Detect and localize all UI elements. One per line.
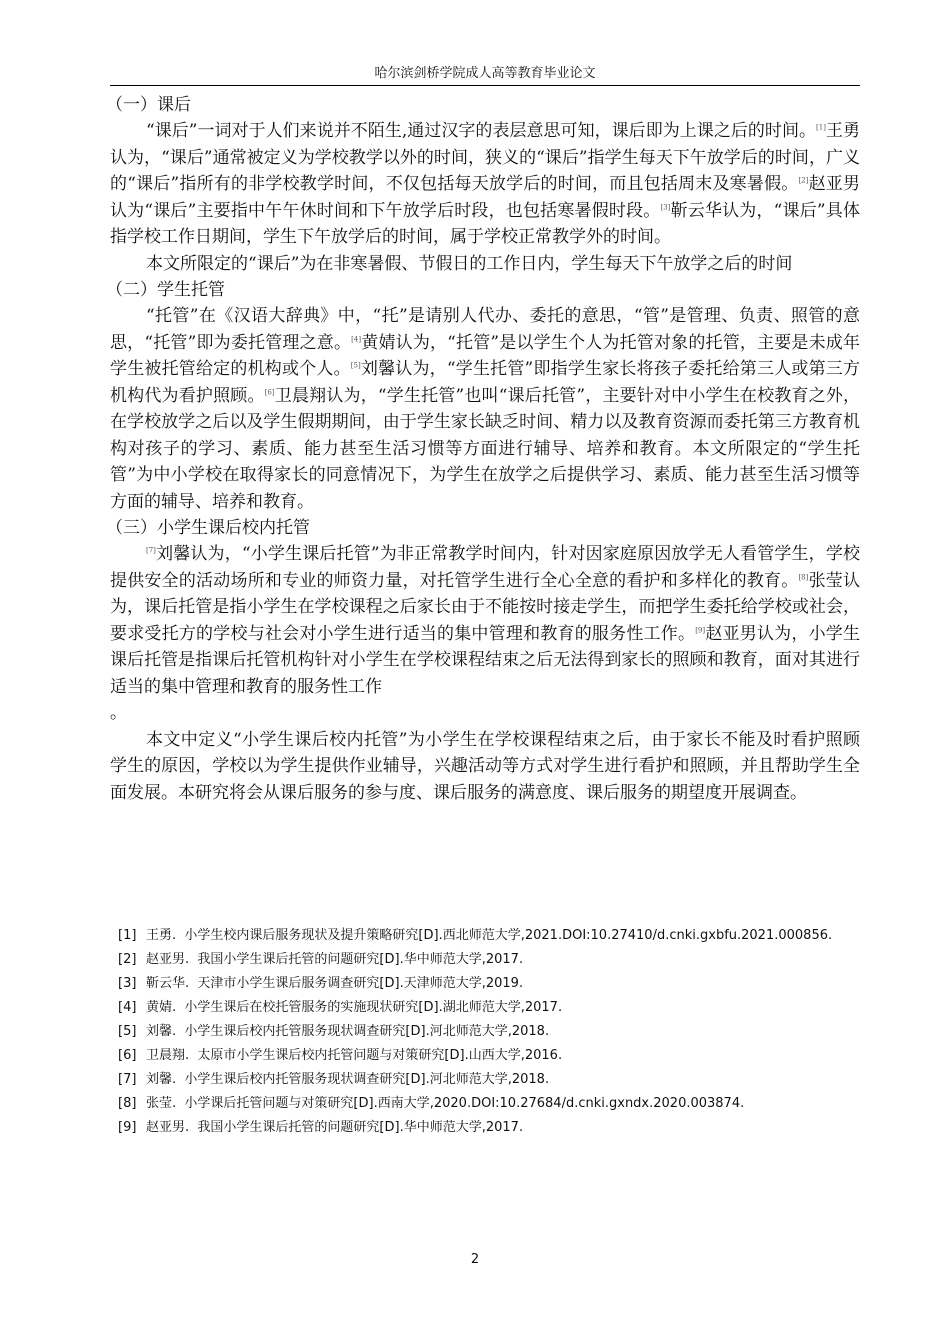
reference-title: 我国小学生课后托管的问题研究	[197, 1120, 380, 1135]
citation-4: [4]	[351, 334, 362, 343]
s3-p1-text-d: 。	[110, 703, 127, 723]
reference-type: [D].	[379, 952, 404, 967]
reference-title: 小学课后托管问题与对策研究	[184, 1096, 354, 1111]
reference-source: 西南大学	[377, 1096, 430, 1111]
reference-type: [D].	[418, 1000, 443, 1015]
reference-number: [3]	[118, 976, 137, 991]
s1-p1-text-d: 靳云华认为，“课后”具体指学校工作日期间，学生下午放学后的时间，属于学校正常教学外的时间。	[110, 200, 860, 247]
citation-1: [1]	[816, 123, 826, 132]
page-number: 2	[470, 1252, 480, 1267]
reference-title: 小学生校内课后服务现状及提升策略研究	[184, 928, 419, 943]
section-1-paragraph-1	[110, 118, 860, 251]
s1-p1-text-c: 赵亚男认为“课后”主要指中午午休时间和下午放学后时段，也包括寒暑假时段。	[110, 174, 860, 221]
section-heading-3: （三）小学生课后校内托管	[106, 518, 310, 538]
reference-number: [6]	[118, 1048, 137, 1063]
citation-9: [9]	[695, 625, 706, 634]
reference-item	[118, 972, 868, 996]
citation-6: [6]	[264, 387, 275, 396]
reference-number: [7]	[118, 1072, 137, 1087]
reference-item	[118, 1116, 868, 1140]
reference-author: 赵亚男.	[146, 1120, 190, 1135]
citation-8: [8]	[798, 572, 809, 581]
reference-source: 华中师范大学	[403, 1120, 482, 1135]
citation-2: [2]	[798, 176, 809, 185]
reference-details: ,2018.	[507, 1072, 550, 1087]
reference-type: [D].	[444, 1048, 469, 1063]
reference-list	[118, 924, 868, 1140]
reference-item	[118, 1020, 868, 1044]
reference-number: [9]	[118, 1120, 137, 1135]
reference-details: ,2019.	[481, 976, 524, 991]
reference-title: 小学生课后校内托管服务现状调查研究	[184, 1072, 406, 1087]
section-1-paragraph-2: 本文所限定的“课后”为在非寒暑假、节假日的工作日内，学生每天下午放学之后的时间	[146, 253, 793, 274]
reference-item	[118, 1044, 868, 1068]
reference-title: 太原市小学生课后校内托管问题与对策研究	[197, 1048, 445, 1063]
reference-title: 小学生课后在校托管服务的实施现状研究	[184, 1000, 419, 1015]
reference-number: [1]	[118, 928, 137, 943]
reference-item	[118, 996, 868, 1020]
s3-p1-text-a: 刘馨认为，“小学生课后托管”为非正常教学时间内，针对因家庭原因放学无人看管学生，学校提供安全的活动场所和专业的师资力量，对托管学生进行全心全意的看护和多样化的教育。	[110, 544, 860, 591]
s3-p1-text-c: 赵亚男认为，小学生课后托管是指课后托管机构针对小学生在学校课程结束之后无法得到家长的照顾和教育，面对其进行适当的集中管理和教育的服务性工作	[110, 623, 861, 697]
reference-item	[118, 948, 868, 972]
citation-7: [7]	[146, 546, 156, 555]
s2-p1-text-c: 刘馨认为，“学生托管”即指学生家长将孩子委托给第三人或第三方机构代为看护照顾。	[110, 359, 860, 406]
reference-author: 王勇.	[146, 928, 177, 943]
reference-title: 小学生课后校内托管服务现状调查研究	[184, 1024, 406, 1039]
running-header: 哈尔滨剑桥学院成人高等教育毕业论文	[110, 62, 860, 86]
s1-p1-text-a: “课后”一词对于人们来说并不陌生,通过汉字的表层意思可知，课后即为上课之后的时间。	[146, 121, 817, 141]
reference-author: 赵亚男.	[146, 952, 190, 967]
reference-author: 靳云华.	[146, 976, 190, 991]
reference-source: 河北师范大学	[429, 1072, 508, 1087]
reference-type: [D].	[405, 1072, 430, 1087]
reference-type: [D].	[405, 1024, 430, 1039]
reference-item	[118, 924, 868, 948]
reference-author: 黄婧.	[146, 1000, 177, 1015]
reference-source: 西北师范大学	[442, 928, 521, 943]
section-2-paragraph-1	[110, 303, 860, 515]
s2-p1-text-b: 黄婧认为，“托管”是以学生个人为托管对象的托管，主要是未成年学生被托管给定的机构或个人。	[110, 332, 860, 379]
reference-details: ,2021.DOI:10.27410/d.cnki.gxbfu.2021.000856.	[520, 928, 833, 943]
reference-details: ,2020.DOI:10.27684/d.cnki.gxndx.2020.003874.	[429, 1096, 745, 1111]
section-heading-1: （一）课后	[106, 95, 191, 115]
section-heading-2: （二）学生托管	[106, 280, 225, 300]
reference-author: 张莹.	[146, 1096, 177, 1111]
reference-number: [8]	[118, 1096, 137, 1111]
reference-number: [5]	[118, 1024, 137, 1039]
s1-p1-text-b: 王勇认为，“课后”通常被定义为学校教学以外的时间，狭义的“课后”指学生每天下午放学后的时间，广义的“课后”指所有的非学校教学时间，不仅包括每天放学后的时间，而且包括周末及寒暑假。	[110, 121, 860, 194]
reference-source: 湖北师范大学	[442, 1000, 521, 1015]
reference-number: [2]	[118, 952, 137, 967]
body-content	[106, 92, 861, 806]
section-3-paragraph-1	[110, 541, 860, 727]
reference-details: ,2016.	[520, 1048, 563, 1063]
reference-source: 河北师范大学	[429, 1024, 508, 1039]
reference-number: [4]	[118, 1000, 137, 1015]
reference-details: ,2018.	[507, 1024, 550, 1039]
reference-author: 刘馨.	[146, 1072, 177, 1087]
citation-5: [5]	[350, 361, 361, 370]
reference-title: 天津市小学生课后服务调查研究	[197, 976, 380, 991]
citation-3: [3]	[660, 202, 671, 211]
reference-details: ,2017.	[481, 1120, 524, 1135]
s2-p1-text-d: 卫晨翔认为，“学生托管”也叫“课后托管”，主要针对中小学生在校教育之外，在学校放学之后以及学生假期期间，由于学生家长缺乏时间、精力以及教育资源而委托第三方教育机构对孩子的学习、素质、能力甚至生活习惯等方面进行辅导、培养和教育。本文所限定的“学生托管”为中小学校在取得家长的同意情况下，为学生在放学之后提供学习、素质、能力甚至生活习惯等方面的辅导、培养和教育。	[110, 385, 861, 512]
s2-p1-text-a: “托管”在《汉语大辞典》中，“托”是请别人代办、委托的意思，“管”是管理、负责、照管的意思，“托管”即为委托管理之意。	[110, 306, 860, 353]
reference-source: 天津师范大学	[403, 976, 482, 991]
reference-type: [D].	[379, 976, 404, 991]
reference-type: [D].	[353, 1096, 378, 1111]
reference-title: 我国小学生课后托管的问题研究	[197, 952, 380, 967]
reference-item	[118, 1068, 868, 1092]
reference-type: [D].	[418, 928, 443, 943]
reference-source: 华中师范大学	[403, 952, 482, 967]
reference-author: 卫晨翔.	[146, 1048, 190, 1063]
reference-details: ,2017.	[481, 952, 524, 967]
reference-item	[118, 1092, 868, 1116]
reference-type: [D].	[379, 1120, 404, 1135]
reference-source: 山西大学	[468, 1048, 521, 1063]
reference-author: 刘馨.	[146, 1024, 177, 1039]
section-3-paragraph-2: 本文中定义“小学生课后校内托管”为小学生在学校课程结束之后，由于家长不能及时看护照顾学生的原因，学校以为学生提供作业辅导，兴趣活动等方式对学生进行看护和照顾，并且帮助学生全面发展。本研究将会从课后服务的参与度、课后服务的满意度、课后服务的期望度开展调查。	[110, 729, 860, 803]
reference-details: ,2017.	[520, 1000, 563, 1015]
s3-p1-text-b: 张莹认为，课后托管是指小学生在学校课程之后家长由于不能按时接走学生，而把学生委托给学校或社会，要求受托方的学校与社会对小学生进行适当的集中管理和教育的服务性工作。	[110, 570, 861, 644]
